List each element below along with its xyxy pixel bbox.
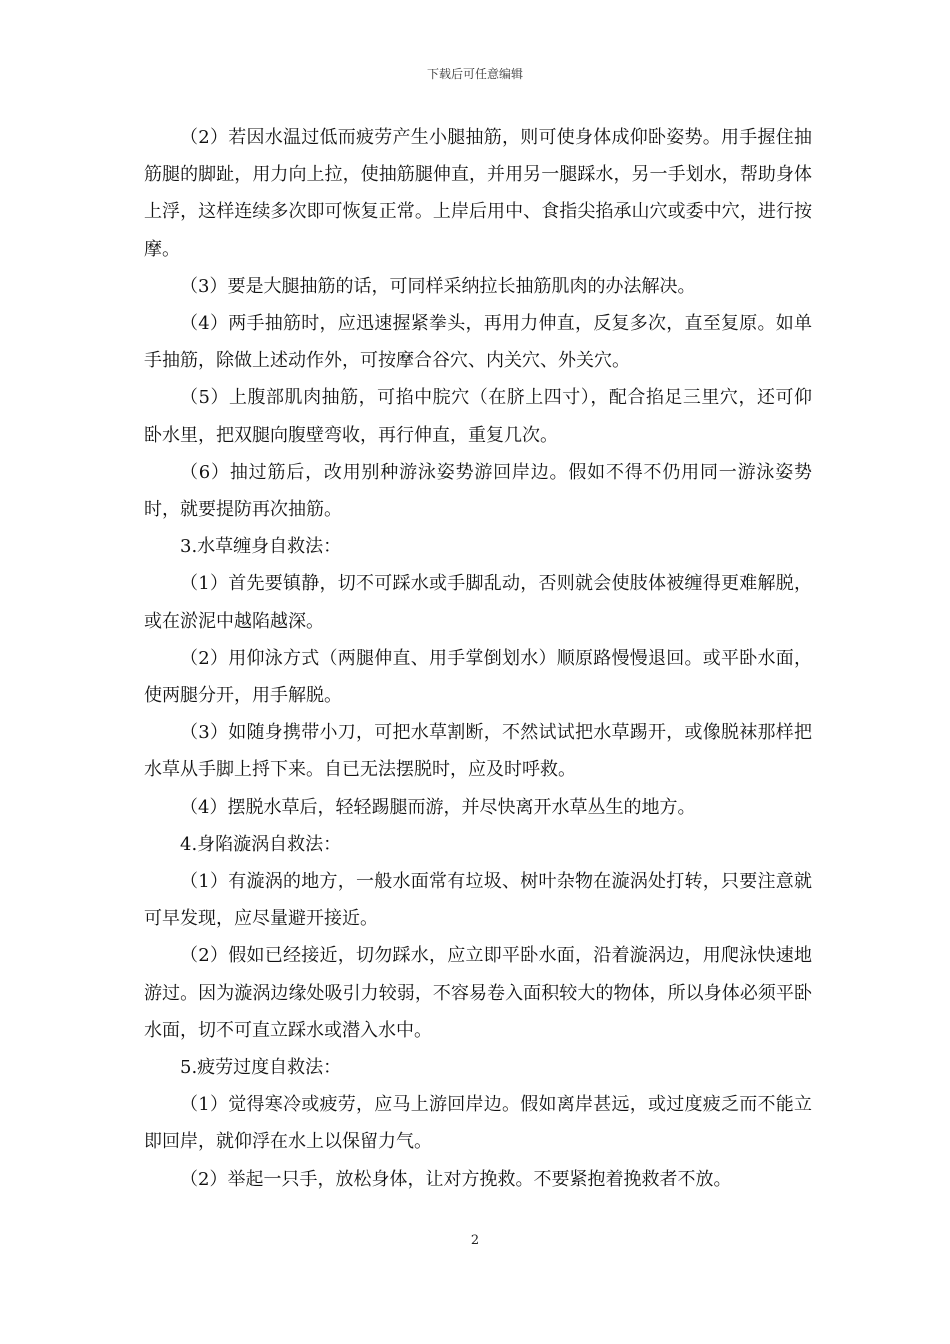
paragraph: （1）首先要镇静，切不可踩水或手脚乱动，否则就会使肢体被缠得更难解脱，或在淤泥中越陷越深。 <box>144 573 812 632</box>
paragraph: （4）摆脱水草后，轻轻踢腿而游，并尽快离开水草丛生的地方。 <box>180 796 696 818</box>
page-header: 下载后可任意编辑 <box>426 67 523 81</box>
page-number: 2 <box>470 1233 480 1248</box>
paragraph: （2）若因水温过低而疲劳产生小腿抽筋，则可使身体成仰卧姿势。用手握住抽筋腿的脚趾，用力向上拉，使抽筋腿伸直，并用另一腿踩水，另一手划水，帮助身体上浮，这样连续多次即可恢复正常。上岸后用中、食指尖掐承山穴或委中穴，进行按摩。 <box>144 127 812 260</box>
section-heading: 4.身陷漩涡自救法： <box>180 833 342 855</box>
paragraph: （2）假如已经接近，切勿踩水，应立即平卧水面，沿着漩涡边，用爬泳快速地游过。因为漩涡边缘处吸引力较弱，不容易卷入面积较大的物体，所以身体必须平卧水面，切不可直立踩水或潜入水中。 <box>144 945 812 1041</box>
paragraph: （4）两手抽筋时，应迅速握紧拳头，再用力伸直，反复多次，直至复原。如单手抽筋，除做上述动作外，可按摩合谷穴、内关穴、外关穴。 <box>144 313 812 372</box>
paragraph: （6）抽过筋后，改用别种游泳姿势游回岸边。假如不得不仍用同一游泳姿势时，就要提防再次抽筋。 <box>144 461 812 521</box>
paragraph: （5）上腹部肌肉抽筋，可掐中脘穴（在脐上四寸），配合掐足三里穴，还可仰卧水里，把双腿向腹壁弯收，再行伸直，重复几次。 <box>144 387 812 446</box>
document-body <box>144 119 812 1198</box>
section-heading: 5.疲劳过度自救法： <box>180 1057 342 1079</box>
paragraph: （1）觉得寒冷或疲劳，应马上游回岸边。假如离岸甚远，或过度疲乏而不能立即回岸，就仰浮在水上以保留力气。 <box>144 1094 812 1153</box>
paragraph: （3）要是大腿抽筋的话，可同样采纳拉长抽筋肌肉的办法解决。 <box>180 275 696 297</box>
paragraph: （2）举起一只手，放松身体，让对方挽救。不要紧抱着挽救者不放。 <box>180 1168 732 1190</box>
paragraph: （2）用仰泳方式（两腿伸直、用手掌倒划水）顺原路慢慢退回。或平卧水面，使两腿分开，用手解脱。 <box>144 647 812 707</box>
paragraph: （3）如随身携带小刀，可把水草割断，不然试试把水草踢开，或像脱袜那样把水草从手脚上捋下来。自已无法摆脱时，应及时呼救。 <box>144 722 812 781</box>
section-heading: 3.水草缠身自救法： <box>180 536 342 558</box>
paragraph: （1）有漩涡的地方，一般水面常有垃圾、树叶杂物在漩涡处打转，只要注意就可早发现，应尽量避开接近。 <box>144 871 812 930</box>
